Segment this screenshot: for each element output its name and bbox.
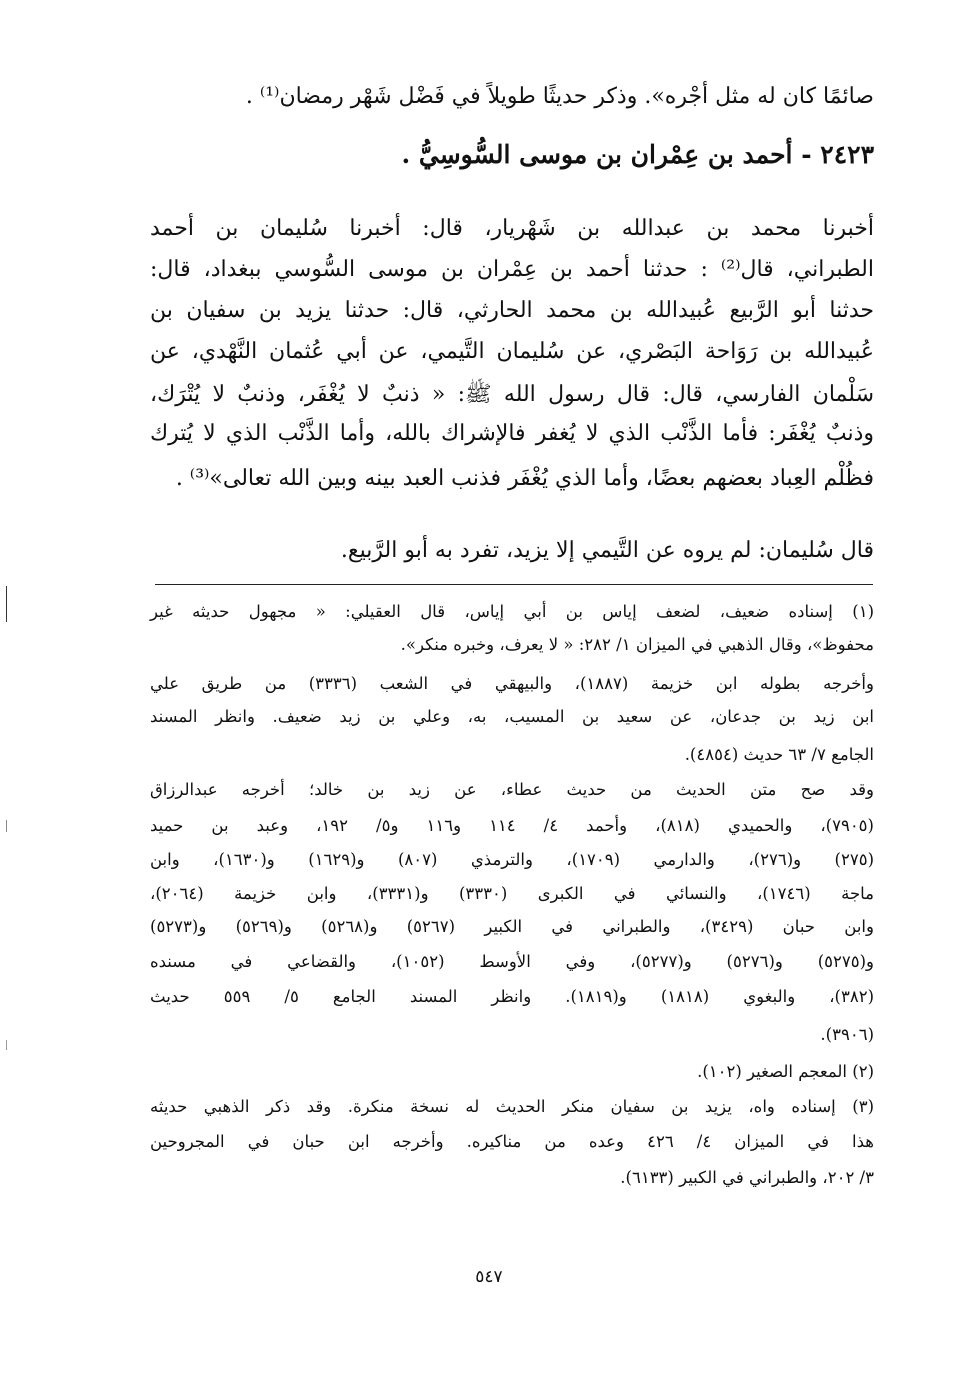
scan-margin-mark bbox=[6, 586, 7, 622]
scan-margin-mark bbox=[6, 1040, 7, 1050]
paragraph-line: حدثنا أبو الرَّبيع عُبيدالله بن محمد الحارثي، قال: حدثنا يزيد بن سفيان بن bbox=[150, 298, 874, 323]
footnote-line: ابن زيد بن جدعان، عن سعيد بن المسيب، به، وعلي بن زيد ضعيف. وانظر المسند bbox=[150, 707, 874, 726]
footnote-line: وقد صح متن الحديث من حديث عطاء، عن زيد بن خالد؛ أخرجه عبدالرزاق bbox=[150, 780, 874, 799]
footnote-line: محفوظ»، وقال الذهبي في الميزان ١/ ٢٨٢: « لا يعرف، وخبره منكر». bbox=[400, 635, 874, 654]
footnote-line: هذا في الميزان ٤/ ٤٢٦ وعده من مناكيره. وأخرجه ابن حبان في المجروحين bbox=[150, 1132, 874, 1151]
footnote-line: (٧٩٠٥)، والحميدي (٨١٨)، وأحمد ٤/ ١١٤ و١١٦ و٥/ ١٩٢، وعبد بن حميد bbox=[150, 816, 874, 835]
footnote-divider bbox=[155, 584, 873, 585]
footnote-line: ٣/ ٢٠٢، والطبراني في الكبير (٦١٣٣). bbox=[620, 1168, 874, 1187]
footnote-line: ماجة (١٧٤٦)، والنسائي في الكبرى (٣٣٣٠) و(٣٣٣١)، وابن خزيمة (٢٠٦٤)، bbox=[150, 884, 875, 903]
footnote-line: (٣٩٠٦). bbox=[820, 1025, 874, 1044]
scan-margin-mark bbox=[6, 820, 7, 832]
paragraph-line: عُبيدالله بن رَوَاحة البَصْري، عن سُليمان التَّيمي، عن أبي عُثمان النَّهْدي، عن bbox=[150, 339, 874, 364]
footnote-line: وابن حبان (٣٤٢٩)، والطبراني في الكبير (٥٢٦٧) و(٥٢٦٨) و(٥٢٦٩) و(٥٢٧٣) bbox=[150, 917, 874, 936]
page-number: ٥٤٧ bbox=[475, 1267, 503, 1287]
footnote-line: الجامع ٧/ ٦٣ حديث (٤٨٥٤). bbox=[684, 745, 874, 764]
paragraph-line: فظُلْم العِباد بعضهم بعضًا، وأما الذي يُغْفَر فذنب العبد بينه وبين الله تعالى»⁽³⁾ . bbox=[175, 466, 874, 491]
footnote-line: (٢٧٥) و(٢٧٦)، والدارمي (١٧٠٩)، والترمذي (٨٠٧) و(١٦٢٩) و(١٦٣٠)، وابن bbox=[150, 850, 875, 869]
footnote-line: و(٥٢٧٥) و(٥٢٧٦) و(٥٢٧٧)، وفي الأوسط (١٠٥٢)، والقضاعي في مسنده bbox=[150, 952, 874, 971]
top-line: صائمًا كان له مثل أجْره». وذكر حديثًا طويلاً في فَضْل شَهْر رمضان⁽¹⁾ . bbox=[245, 84, 874, 109]
footnote-line: وأخرجه بطوله ابن خزيمة (١٨٨٧)، والبيهقي في الشعب (٣٣٣٦) من طريق علي bbox=[150, 674, 874, 693]
paragraph-line: أخبرنا محمد بن عبدالله بن شَهْريار، قال: أخبرنا سُليمان بن أحمد bbox=[150, 216, 874, 241]
footnote-line: (٣٨٢)، والبغوي (١٨١٨) و(١٨١٩). وانظر المسند الجامع ٥/ ٥٥٩ حديث bbox=[150, 987, 875, 1006]
footnote-line: (١) إسناده ضعيف، لضعف إياس بن أبي إياس، قال العقيلي: « مجهول حديثه غير bbox=[150, 602, 874, 621]
footnote-line: (٢) المعجم الصغير (١٠٢). bbox=[697, 1062, 874, 1081]
paragraph-line: وذنبٌ يُغْفَر: فأما الذَّنْب الذي لا يُغفر فالإشراك بالله، وأما الذَّنْب الذي لا يُترك bbox=[150, 421, 874, 446]
entry-title: ٢٤٢٣ - أحمد بن عِمْران بن موسى السُّوسِيُّ . bbox=[401, 140, 874, 169]
footnote-line: (٣) إسناده واه، يزيد بن سفيان منكر الحديث له نسخة منكرة. وقد ذكر الذهبي حديثه bbox=[150, 1097, 874, 1116]
closing-line: قال سُليمان: لم يروه عن التَّيمي إلا يزيد، تفرد به أبو الرَّبيع. bbox=[340, 538, 874, 563]
paragraph-line: سَلْمان الفارسي، قال: قال رسول الله ﷺ: « ذنبٌ لا يُغْفَر، وذنبٌ لا يُتْرَك، bbox=[150, 382, 874, 407]
paragraph-line: الطبراني، قال⁽²⁾ : حدثنا أحمد بن عِمْران بن موسى السُّوسي ببغداد، قال: bbox=[150, 257, 874, 282]
